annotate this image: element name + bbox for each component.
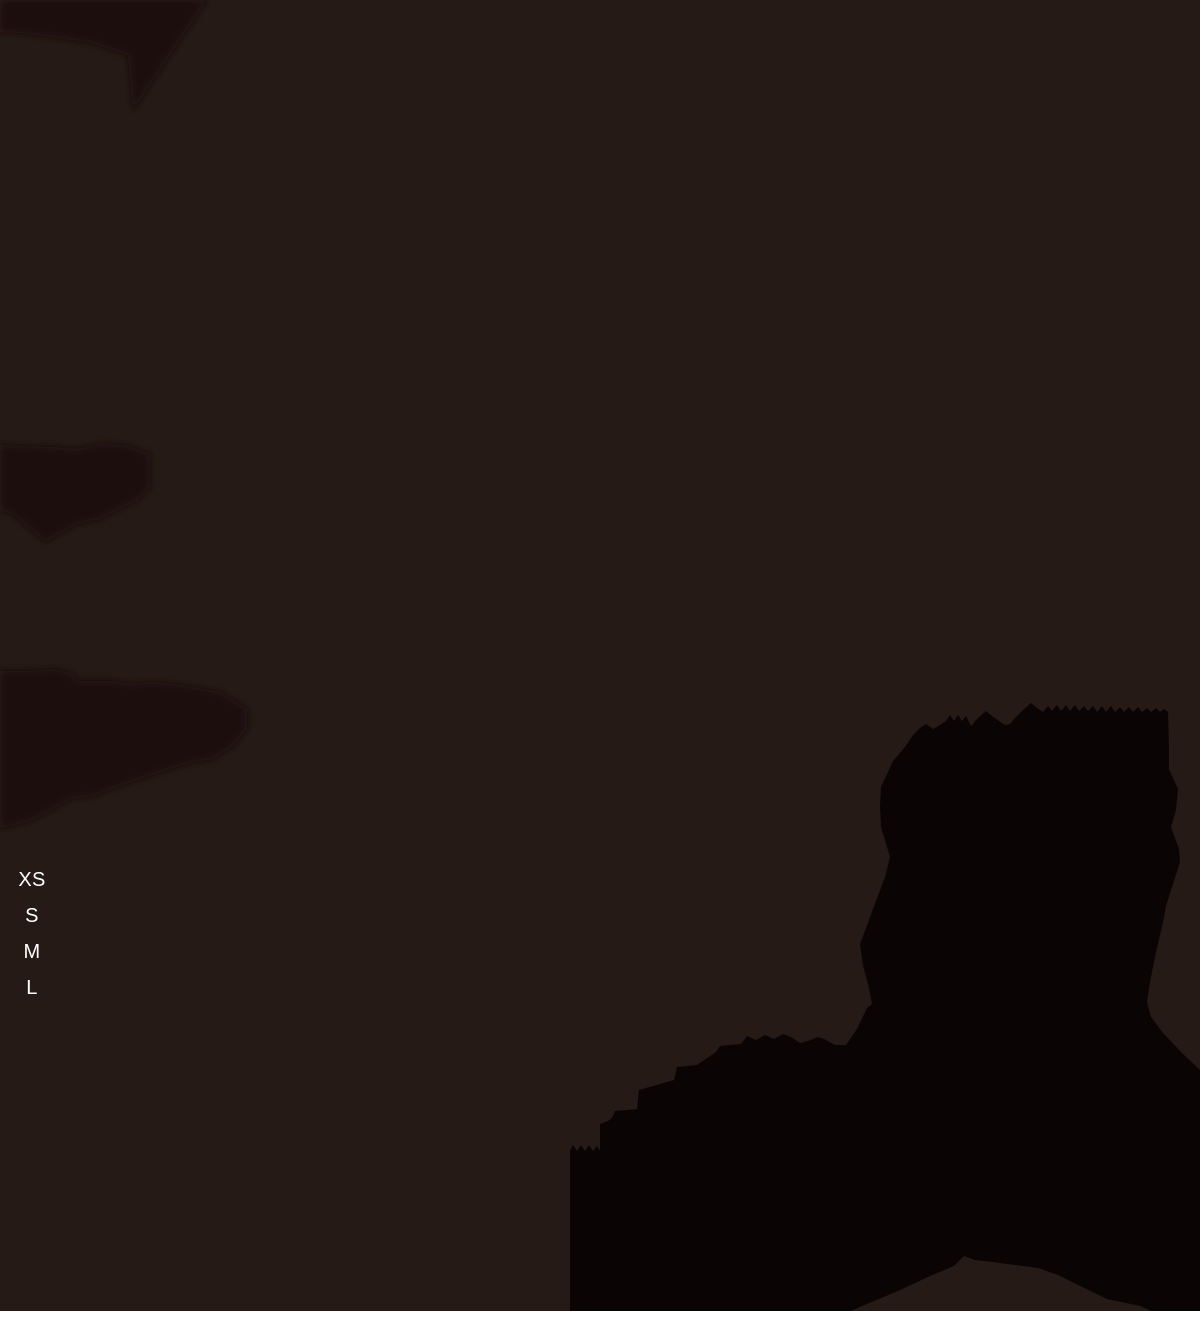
size-option-l[interactable]: L [17, 970, 47, 1006]
size-option-xs[interactable]: XS [17, 862, 47, 898]
size-option-s[interactable]: S [17, 898, 47, 934]
size-selector [17, 862, 47, 1006]
size-option-m[interactable]: M [17, 934, 47, 970]
bottom-bar [0, 1311, 1200, 1336]
